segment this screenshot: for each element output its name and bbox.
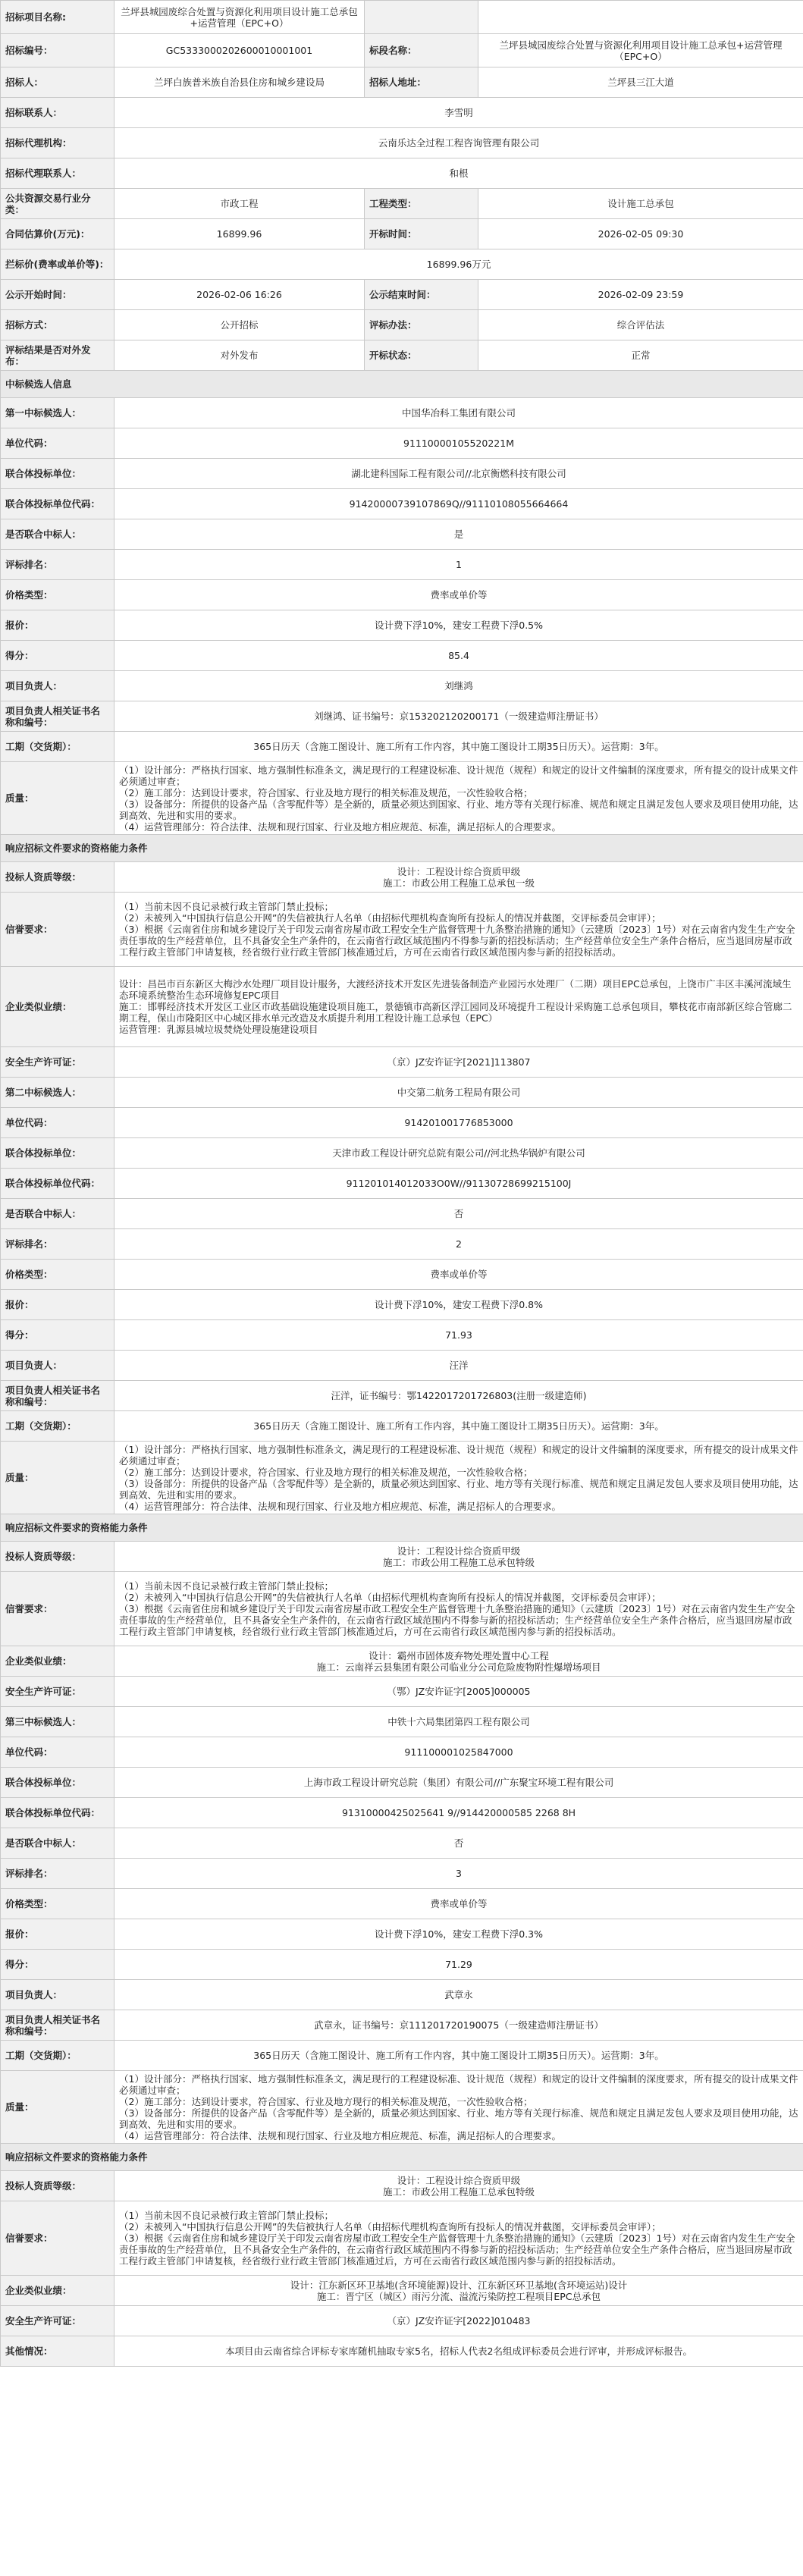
- field-label: 招标编号：: [1, 34, 114, 67]
- candidate-row: [1, 2010, 803, 2041]
- field-value: （京）JZ安许证字[2021]113807: [114, 1047, 803, 1078]
- field-value: 是: [114, 519, 803, 550]
- field-value: 费率或单价等: [114, 1260, 803, 1290]
- field-label: 第三中标候选人：: [1, 1707, 114, 1737]
- field-label: 安全生产许可证：: [1, 2306, 114, 2336]
- field-label: 安全生产许可证：: [1, 1047, 114, 1078]
- field-label: 报价：: [1, 610, 114, 641]
- candidate-row: [1, 1707, 803, 1737]
- section-title: 响应招标文件要求的资格能力条件: [1, 2144, 803, 2171]
- field-label: 评标排名：: [1, 1859, 114, 1889]
- field-label: 工期（交货期）：: [1, 732, 114, 762]
- section-header: [1, 371, 803, 398]
- info-row: [1, 189, 803, 219]
- qualification-row: [1, 2306, 803, 2336]
- candidate-row: [1, 1351, 803, 1381]
- candidate-row: [1, 489, 803, 519]
- candidate-row: [1, 641, 803, 671]
- field-label: 其他情况：: [1, 2336, 114, 2367]
- field-value: 设计费下浮10%，建安工程费下浮0.3%: [114, 1919, 803, 1950]
- candidate-row: [1, 1950, 803, 1980]
- field-label: 项目负责人相关证书名称和编号：: [1, 1381, 114, 1411]
- quality-text: （1）设计部分：严格执行国家、地方强制性标准条文，满足现行的工程建设标准、设计规范（规程）和规定的设计文件编制的深度要求，所有提交的设计成果文件必须通过审查； （2）施工部分：达到设计要求，符合国家、行业及地方现行的相关标准及规范，一次性验收合格； （3）设备部分：所提供的设备产品（含零配件等）是全新的，质量必须达到国家、行业、地方等有关现行标准、规范和规定且满足发包人要求及项目使用功能，达到高效、先进和实用的要求。 （4）运营管理部分：符合法律、法规和现行国家、行业及地方相应规范、标准，满足招标人的合理要求。: [114, 762, 803, 835]
- field-value: 91420000739107869Q//91110108055664664: [114, 489, 803, 519]
- field-value: 汪洋: [114, 1351, 803, 1381]
- field-label: 开标时间：: [365, 219, 478, 249]
- field-value: 2026-02-09 23:59: [478, 280, 803, 310]
- qualification-row: [1, 1646, 803, 1677]
- field-label: 单位代码：: [1, 1108, 114, 1138]
- candidate-row: [1, 459, 803, 489]
- field-label: 项目负责人相关证书名称和编号：: [1, 701, 114, 732]
- candidate-row: [1, 1768, 803, 1798]
- candidate-row: [1, 1199, 803, 1229]
- candidate-row: [1, 1980, 803, 2010]
- field-label: 是否联合中标人：: [1, 519, 114, 550]
- field-value: 365日历天（含施工图设计、施工所有工作内容，其中施工图设计工期35日历天）。运营期：3年。: [114, 1411, 803, 1442]
- info-row: [1, 249, 803, 280]
- field-label: 报价：: [1, 1919, 114, 1950]
- field-value: 武章永: [114, 1980, 803, 2010]
- field-label: 得分：: [1, 1320, 114, 1351]
- field-value: 否: [114, 1199, 803, 1229]
- field-label: 价格类型：: [1, 1260, 114, 1290]
- field-value: 正常: [478, 340, 803, 371]
- candidate-row: [1, 1381, 803, 1411]
- field-value: 武章永，证书编号：京111201720190075（一级建造师注册证书）: [114, 2010, 803, 2041]
- field-label: 单位代码：: [1, 428, 114, 459]
- candidate-row: [1, 610, 803, 641]
- field-label: 拦标价(费率或单价等)：: [1, 249, 114, 280]
- field-value: 365日历天（含施工图设计、施工所有工作内容，其中施工图设计工期35日历天）。运营期：3年。: [114, 732, 803, 762]
- candidate-row: [1, 732, 803, 762]
- field-label: 标段名称：: [365, 34, 478, 67]
- section-header: [1, 2144, 803, 2171]
- field-label: 项目负责人：: [1, 1351, 114, 1381]
- qualification-row: [1, 1677, 803, 1707]
- candidate-row: [1, 1260, 803, 1290]
- qualification-row: [1, 1047, 803, 1078]
- qualification-row: [1, 1542, 803, 1572]
- field-value: 兰坪县三江大道: [478, 67, 803, 98]
- field-value: 刘继鸿、证书编号：京153202120200171（一级建造师注册证书）: [114, 701, 803, 732]
- candidate-row: [1, 1169, 803, 1199]
- field-value: 中国华冶科工集团有限公司: [114, 398, 803, 428]
- candidate-row: [1, 1138, 803, 1169]
- field-label: 项目负责人相关证书名称和编号：: [1, 2010, 114, 2041]
- field-label: 项目负责人：: [1, 671, 114, 701]
- other-row: [1, 2336, 803, 2367]
- info-row: [1, 158, 803, 189]
- field-label: 报价：: [1, 1290, 114, 1320]
- qualification-row: [1, 2276, 803, 2306]
- candidate-row: [1, 1889, 803, 1919]
- field-label: 公示开始时间：: [1, 280, 114, 310]
- field-value: 91110000105520221M: [114, 428, 803, 459]
- field-value: 天津市政工程设计研究总院有限公司//河北热华锅炉有限公司: [114, 1138, 803, 1169]
- field-label: 联合体投标单位代码：: [1, 1169, 114, 1199]
- candidate-row: [1, 1919, 803, 1950]
- field-value: GC5333000202600010001001: [114, 34, 365, 67]
- candidate-row: [1, 1798, 803, 1828]
- field-value: 91310000425025641 9//914420000585 2268 8H: [114, 1798, 803, 1828]
- field-value: 市政工程: [114, 189, 365, 219]
- field-label: 第二中标候选人：: [1, 1078, 114, 1108]
- field-label: 信誉要求：: [1, 893, 114, 967]
- field-value: 刘继鸿: [114, 671, 803, 701]
- info-row: [1, 340, 803, 371]
- other-text: 本项目由云南省综合评标专家库随机抽取专家5名，招标人代表2名组成评标委员会进行评审，并形成评标报告。: [114, 2336, 803, 2367]
- candidate-row: [1, 1229, 803, 1260]
- candidate-row: [1, 1828, 803, 1859]
- field-value: 费率或单价等: [114, 1889, 803, 1919]
- qualification-row: [1, 893, 803, 967]
- field-label: 招标方式：: [1, 310, 114, 340]
- info-row: [1, 98, 803, 128]
- field-value: 85.4: [114, 641, 803, 671]
- quality-row: [1, 1442, 803, 1514]
- field-label: 投标人资质等级：: [1, 2171, 114, 2201]
- field-value: 2: [114, 1229, 803, 1260]
- field-value: 设计：昌邑市百东新区大梅沙水处理厂项目设计服务，大渡经济技术开发区先进装备制造产业园污水处理厂（二期）项目EPC总承包，上饶市广丰区丰溪河流域生态环境系统整治生态环境修复EPC项目 施工：邯郸经济技术开发区工业区市政基础设施建设项目施工，景德镇市高新区浮江园同及环境提升工程设计采购施工总承包项目，攀枝花市南部新区综合管廊二期工程，保山市隆阳区中心城区排水单元改造及水质提升利用工程设计施工总承包（EPC） 运营管理：乳源县城垃圾焚烧处理设施建设项目: [114, 967, 803, 1047]
- field-value: 设计费下浮10%，建安工程费下浮0.8%: [114, 1290, 803, 1320]
- qualification-row: [1, 862, 803, 893]
- field-label: 联合体投标单位代码：: [1, 1798, 114, 1828]
- field-value: 兰坪县城园废综合处置与资源化利用项目设计施工总承包+运营管理（EPC+O）: [478, 34, 803, 67]
- field-label: 得分：: [1, 1950, 114, 1980]
- qualification-row: [1, 2171, 803, 2201]
- field-value: （1）当前未因不良记录被行政主管部门禁止投标； （2）未被列入“中国执行信息公开网”的失信被执行人名单（由招标代理机构查询所有投标人的情况并截图，交评标委员会审评）； （3）根据《云南省住房和城乡建设厅关于印发云南省房屋市政工程安全生产监督管理十九条整治措施的通知》（云建质〔2023〕1号）对在云南省内发生生产安全责任事故的生产经营单位，且不具备安全生产条件的，在云南省行政区域范围内不得参与新的招投标活动；生产经营单位安全生产条件合格后，应当退回房屋市政工程行政主管部门申请复核，经省级行业行政主管部门核准通过后，方可在云南省行政区域范围内参与新的招投标活动。: [114, 2201, 803, 2276]
- field-label: 信誉要求：: [1, 1572, 114, 1646]
- qualification-row: [1, 967, 803, 1047]
- field-value: 兰坪白族普米族自治县住房和城乡建设局: [114, 67, 365, 98]
- candidate-row: [1, 1737, 803, 1768]
- info-row: [1, 128, 803, 158]
- field-label: 合同估算价(万元)：: [1, 219, 114, 249]
- quality-text: （1）设计部分：严格执行国家、地方强制性标准条文，满足现行的工程建设标准、设计规范（规程）和规定的设计文件编制的深度要求，所有提交的设计成果文件必须通过审查； （2）施工部分：达到设计要求，符合国家、行业及地方现行的相关标准及规范，一次性验收合格； （3）设备部分：所提供的设备产品（含零配件等）是全新的，质量必须达到国家、行业、地方等有关现行标准、规范和规定且满足发包人要求及项目使用功能，达到高效、先进和实用的要求。 （4）运营管理部分：符合法律、法规和现行国家、行业及地方相应规范、标准，满足招标人的合理要求。: [114, 1442, 803, 1514]
- field-value: 李雪明: [114, 98, 803, 128]
- field-value: 3: [114, 1859, 803, 1889]
- field-value: 否: [114, 1828, 803, 1859]
- candidate-row: [1, 519, 803, 550]
- field-value: 公开招标: [114, 310, 365, 340]
- info-row: [1, 67, 803, 98]
- field-value: 设计：霸州市固体废弃物处理处置中心工程 施工：云南祥云县集团有限公司临业分公司危险废物附性爆增场项目: [114, 1646, 803, 1677]
- field-label: 招标代理机构：: [1, 128, 114, 158]
- field-value: 综合评估法: [478, 310, 803, 340]
- field-label: 企业类似业绩：: [1, 2276, 114, 2306]
- field-label: 工程类型：: [365, 189, 478, 219]
- field-value: 云南乐达全过程工程咨询管理有限公司: [114, 128, 803, 158]
- field-value: 1: [114, 550, 803, 580]
- candidate-row: [1, 1859, 803, 1889]
- field-label: 招标项目名称:: [1, 1, 114, 34]
- field-label: 评标办法：: [365, 310, 478, 340]
- field-label: 评标排名：: [1, 1229, 114, 1260]
- field-value: 中交第二航务工程局有限公司: [114, 1078, 803, 1108]
- field-label: 是否联合中标人：: [1, 1199, 114, 1229]
- field-value: 设计：工程设计综合资质甲级 施工：市政公用工程施工总承包特级: [114, 1542, 803, 1572]
- candidate-row: [1, 580, 803, 610]
- section-title: 响应招标文件要求的资格能力条件: [1, 835, 803, 862]
- field-value: 914201001776853000: [114, 1108, 803, 1138]
- field-label: 工期（交货期）：: [1, 2041, 114, 2071]
- field-value: 2026-02-05 09:30: [478, 219, 803, 249]
- info-row: [1, 280, 803, 310]
- field-label: 招标联系人：: [1, 98, 114, 128]
- field-label: 项目负责人：: [1, 1980, 114, 2010]
- field-label: 招标人：: [1, 67, 114, 98]
- quality-row: [1, 762, 803, 835]
- field-value: 911100001025847000: [114, 1737, 803, 1768]
- section-header: [1, 1514, 803, 1542]
- field-value: 汪洋，证书编号：鄂1422017201726803(注册一级建造师): [114, 1381, 803, 1411]
- field-value: 设计费下浮10%，建安工程费下浮0.5%: [114, 610, 803, 641]
- field-label: 联合体投标单位：: [1, 1768, 114, 1798]
- field-value: [478, 1, 803, 34]
- field-label: 信誉要求：: [1, 2201, 114, 2276]
- field-value: （1）当前未因不良记录被行政主管部门禁止投标； （2）未被列入“中国执行信息公开网”的失信被执行人名单（由招标代理机构查询所有投标人的情况并截图，交评标委员会审评）； （3）根据《云南省住房和城乡建设厅关于印发云南省房屋市政工程安全生产监督管理十九条整治措施的通知》（云建质〔2023〕1号）对在云南省内发生生产安全责任事故的生产经营单位，且不具备安全生产条件的，在云南省行政区域范围内不得参与新的招投标活动；生产经营单位安全生产条件合格后，应当退回房屋市政工程行政主管部门申请复核，经省级行业行政主管部门核准通过后，方可在云南省行政区域范围内参与新的招投标活动。: [114, 1572, 803, 1646]
- field-label: 得分：: [1, 641, 114, 671]
- field-value: 设计：江东新区环卫基地(含环境能源)设计、江东新区环卫基地(含环境运站)设计 施工：晋宁区（城区）雨污分流、溢流污染防控工程项目EPC总承包: [114, 2276, 803, 2306]
- field-label: 评标排名：: [1, 550, 114, 580]
- field-label: 联合体投标单位代码：: [1, 489, 114, 519]
- quality-text: （1）设计部分：严格执行国家、地方强制性标准条文，满足现行的工程建设标准、设计规范（规程）和规定的设计文件编制的深度要求，所有提交的设计成果文件必须通过审查； （2）施工部分：达到设计要求，符合国家、行业及地方现行的相关标准及规范，一次性验收合格； （3）设备部分：所提供的设备产品（含零配件等）是全新的，质量必须达到国家、行业、地方等有关现行标准、规范和规定且满足发包人要求及项目使用功能，达到高效、先进和实用的要求。 （4）运营管理部分：符合法律、法规和现行国家、行业及地方相应规范、标准，满足招标人的合理要求。: [114, 2071, 803, 2144]
- field-value: （京）JZ安许证字[2022]010483: [114, 2306, 803, 2336]
- field-label: 开标状态：: [365, 340, 478, 371]
- field-label: 质量：: [1, 2071, 114, 2144]
- field-label: [365, 1, 478, 34]
- field-value: 和根: [114, 158, 803, 189]
- info-row: [1, 34, 803, 67]
- field-value: 设计：工程设计综合资质甲级 施工：市政公用工程施工总承包一级: [114, 862, 803, 893]
- candidate-row: [1, 1290, 803, 1320]
- field-value: 71.93: [114, 1320, 803, 1351]
- candidate-row: [1, 550, 803, 580]
- section-header: [1, 835, 803, 862]
- field-value: （鄂）JZ安许证字[2005]000005: [114, 1677, 803, 1707]
- candidate-row: [1, 701, 803, 732]
- field-value: 设计：工程设计综合资质甲级 施工：市政公用工程施工总承包特级: [114, 2171, 803, 2201]
- field-label: 招标代理联系人：: [1, 158, 114, 189]
- field-value: 71.29: [114, 1950, 803, 1980]
- field-label: 单位代码：: [1, 1737, 114, 1768]
- field-value: 中铁十六局集团第四工程有限公司: [114, 1707, 803, 1737]
- info-row: [1, 1, 803, 34]
- field-value: 16899.96万元: [114, 249, 803, 280]
- qualification-row: [1, 1572, 803, 1646]
- field-value: 16899.96: [114, 219, 365, 249]
- candidate-row: [1, 1411, 803, 1442]
- candidate-row: [1, 428, 803, 459]
- field-label: 企业类似业绩：: [1, 1646, 114, 1677]
- info-row: [1, 310, 803, 340]
- candidate-row: [1, 1078, 803, 1108]
- info-row: [1, 219, 803, 249]
- section-title: 响应招标文件要求的资格能力条件: [1, 1514, 803, 1542]
- field-label: 联合体投标单位：: [1, 459, 114, 489]
- field-value: 湖北建科国际工程有限公司//北京衡燃科技有限公司: [114, 459, 803, 489]
- candidate-row: [1, 1320, 803, 1351]
- field-value: 对外发布: [114, 340, 365, 371]
- candidate-row: [1, 2041, 803, 2071]
- field-label: 投标人资质等级：: [1, 862, 114, 893]
- field-label: 是否联合中标人：: [1, 1828, 114, 1859]
- candidate-row: [1, 1108, 803, 1138]
- field-value: 上海市政工程设计研究总院（集团）有限公司//广东聚宝环境工程有限公司: [114, 1768, 803, 1798]
- quality-row: [1, 2071, 803, 2144]
- field-value: （1）当前未因不良记录被行政主管部门禁止投标； （2）未被列入“中国执行信息公开网”的失信被执行人名单（由招标代理机构查询所有投标人的情况并截图，交评标委员会审评）； （3）根据《云南省住房和城乡建设厅关于印发云南省房屋市政工程安全生产监督管理十九条整治措施的通知》（云建质〔2023〕1号）对在云南省内发生生产安全责任事故的生产经营单位，且不具备安全生产条件的，在云南省行政区域范围内不得参与新的招投标活动；生产经营单位安全生产条件合格后，应当退回房屋市政工程行政主管部门申请复核，经省级行业行政主管部门核准通过后，方可在云南省行政区域范围内参与新的招投标活动。: [114, 893, 803, 967]
- field-label: 公示结束时间：: [365, 280, 478, 310]
- candidate-row: [1, 671, 803, 701]
- field-label: 质量：: [1, 762, 114, 835]
- field-label: 投标人资质等级：: [1, 1542, 114, 1572]
- field-label: 价格类型：: [1, 1889, 114, 1919]
- field-label: 联合体投标单位：: [1, 1138, 114, 1169]
- field-value: 365日历天（含施工图设计、施工所有工作内容，其中施工图设计工期35日历天）。运营期：3年。: [114, 2041, 803, 2071]
- field-label: 安全生产许可证：: [1, 1677, 114, 1707]
- candidate-row: [1, 398, 803, 428]
- field-value: 设计施工总承包: [478, 189, 803, 219]
- field-label: 招标人地址：: [365, 67, 478, 98]
- field-label: 价格类型：: [1, 580, 114, 610]
- field-label: 公共资源交易行业分类：: [1, 189, 114, 219]
- field-value: 费率或单价等: [114, 580, 803, 610]
- field-value: 911201014012033O0W//91130728699215100J: [114, 1169, 803, 1199]
- qualification-row: [1, 2201, 803, 2276]
- field-label: 工期（交货期）：: [1, 1411, 114, 1442]
- field-label: 第一中标候选人：: [1, 398, 114, 428]
- field-label: 企业类似业绩：: [1, 967, 114, 1047]
- section-title: 中标候选人信息: [1, 371, 803, 398]
- field-label: 评标结果是否对外发布：: [1, 340, 114, 371]
- field-value: 兰坪县城园废综合处置与资源化利用项目设计施工总承包+运营管理（EPC+O）: [114, 1, 365, 34]
- field-label: 质量：: [1, 1442, 114, 1514]
- field-value: 2026-02-06 16:26: [114, 280, 365, 310]
